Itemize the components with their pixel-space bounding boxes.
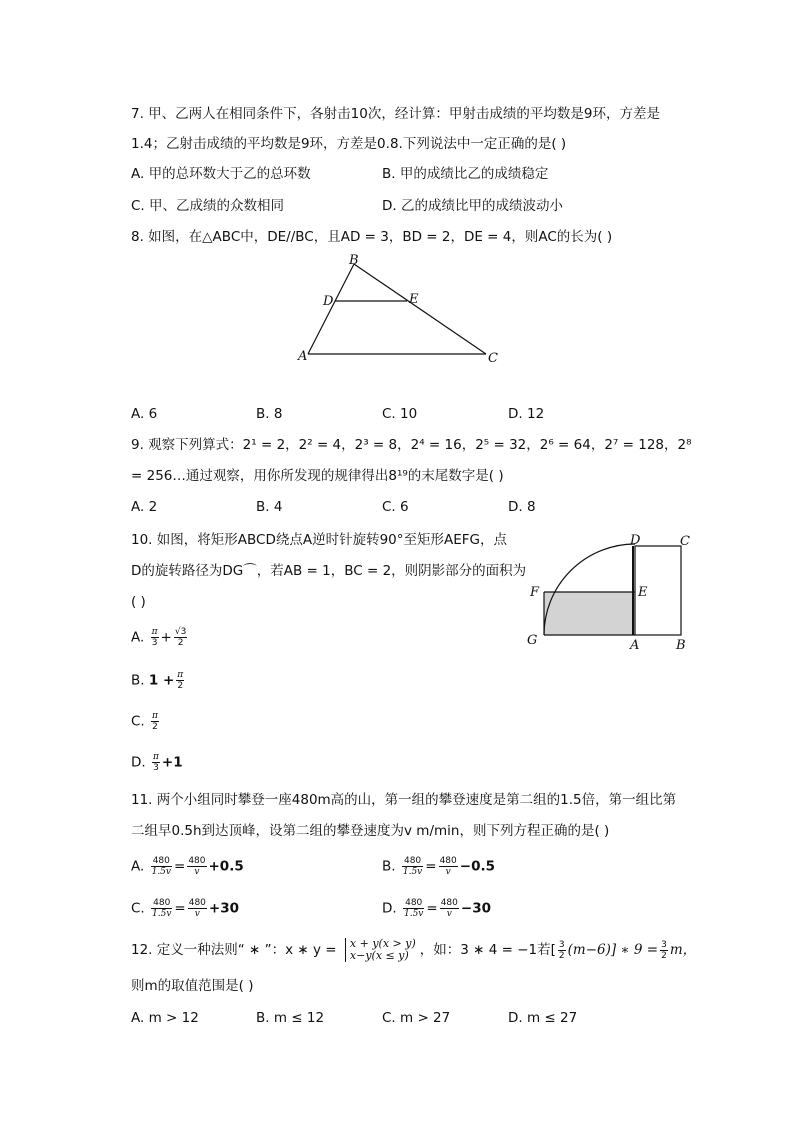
q11-option-c-tail: +30 bbox=[208, 900, 240, 917]
q12-piecewise: x + y(x > y) x−y(x ≤ y) bbox=[345, 938, 416, 962]
q9-option-a[interactable]: A. 2 bbox=[131, 499, 158, 515]
q7-option-d[interactable]: D. 乙的成绩比甲的成绩波动小 bbox=[382, 198, 563, 214]
q11-option-a-prefix: A. bbox=[131, 858, 145, 875]
q10-label-c: C bbox=[680, 534, 690, 549]
q8-label-e: E bbox=[409, 292, 419, 307]
q11-option-b-fraction-right: $\frac{480}{v}$ bbox=[439, 856, 457, 877]
q7-option-b[interactable]: B. 甲的成绩比乙的成绩稳定 bbox=[382, 166, 549, 182]
q10-label-b: B bbox=[676, 638, 686, 653]
q11-option-b-prefix: B. bbox=[382, 858, 396, 875]
q10-option-c[interactable] bbox=[131, 711, 161, 732]
q10-option-a-fraction1: $\frac{\pi}{3}$ bbox=[151, 627, 158, 648]
q9-stem-line1: 9. 观察下列算式：2¹ = 2，2² = 4，2³ = 8，2⁴ = 16，2⁵ = 32，2⁶ = 64，2⁷ = 128，2⁸ bbox=[131, 437, 692, 453]
q7-stem-line1: 7. 甲、乙两人在相同条件下，各射击10次，经计算：甲射击成绩的平均数是9环，方差是 bbox=[131, 106, 660, 122]
q8-option-a[interactable]: A. 6 bbox=[131, 406, 158, 422]
q10-option-d-tail: +1 bbox=[161, 754, 183, 771]
q11-option-d-fraction-right: $\frac{480}{v}$ bbox=[440, 898, 458, 919]
q10-option-b-prefix: B. bbox=[131, 672, 145, 689]
q10-option-a-fraction2: $\frac{√3}{2}$ bbox=[174, 627, 187, 648]
q11-option-a-fraction-left: $\frac{480}{1.5v}$ bbox=[151, 856, 171, 877]
q10-rectangle-figure bbox=[522, 532, 692, 657]
q12-stem-line1 bbox=[131, 938, 696, 962]
q11-option-b[interactable] bbox=[382, 856, 495, 877]
q12-option-a[interactable]: A. m > 12 bbox=[131, 1010, 199, 1026]
q12-mid: ，如：3 ∗ 4 = −1若[ bbox=[419, 942, 556, 958]
q11-option-c-eq: = bbox=[174, 900, 186, 917]
q11-option-d-eq: = bbox=[426, 900, 438, 917]
q8-option-b[interactable]: B. 8 bbox=[256, 406, 283, 422]
q12-fraction1: $\frac{3}{2}$ bbox=[558, 939, 565, 961]
q8-triangle-figure bbox=[290, 250, 510, 370]
q11-option-b-eq: = bbox=[425, 858, 437, 875]
q10-option-d-prefix: D. bbox=[131, 754, 146, 771]
q12-option-c[interactable]: C. m > 27 bbox=[382, 1010, 451, 1026]
q11-option-d-prefix: D. bbox=[382, 900, 397, 917]
q8-label-c: C bbox=[488, 351, 498, 366]
q9-option-c[interactable]: C. 6 bbox=[382, 499, 409, 515]
q10-option-c-fraction: $\frac{\pi}{2}$ bbox=[152, 711, 158, 732]
q8-stem: 8. 如图，在△ABC中，DE//BC，且AD = 3，BD = 2，DE = 4，则AC的长为( ) bbox=[131, 229, 613, 245]
q10-label-f: F bbox=[530, 585, 540, 600]
q11-option-d-fraction-left: $\frac{480}{1.5v}$ bbox=[403, 898, 424, 919]
q12-mid2: (m−6)] ∗ 9 = bbox=[567, 942, 659, 958]
q10-option-a-plus: + bbox=[160, 629, 172, 646]
q8-option-c[interactable]: C. 10 bbox=[382, 406, 418, 422]
q10-stem-line1: 10. 如图，将矩形ABCD绕点A逆时针旋转90°至矩形AEFG，点 bbox=[131, 532, 507, 548]
q11-option-a-tail: +0.5 bbox=[208, 858, 244, 875]
q11-stem-line2: 二组早0.5h到达顶峰，设第二组的攀登速度为v m/min，则下列方程正确的是( ) bbox=[131, 823, 610, 839]
q7-option-c[interactable]: C. 甲、乙成绩的众数相同 bbox=[131, 198, 285, 214]
q11-option-d-tail: −30 bbox=[460, 900, 491, 917]
q10-option-c-prefix: C. bbox=[131, 713, 145, 730]
q10-label-d: D bbox=[630, 533, 641, 548]
q11-stem-line1: 11. 两个小组同时攀登一座480m高的山，第一组的攀登速度是第二组的1.5倍，第一组比第 bbox=[131, 792, 677, 808]
q10-option-a[interactable] bbox=[131, 627, 189, 648]
q10-label-a: A bbox=[630, 638, 640, 653]
q12-fraction2: $\frac{3}{2}$ bbox=[661, 939, 667, 961]
q10-option-d-fraction: $\frac{\pi}{3}$ bbox=[152, 752, 159, 773]
q8-label-b: B bbox=[349, 253, 359, 268]
q9-option-b[interactable]: B. 4 bbox=[256, 499, 283, 515]
q12-option-b[interactable]: B. m ≤ 12 bbox=[256, 1010, 325, 1026]
q8-option-d[interactable]: D. 12 bbox=[508, 406, 545, 422]
q11-option-c-fraction-right: $\frac{480}{v}$ bbox=[188, 898, 206, 919]
q12-head: 12. 定义一种法则“ ∗ ”：x ∗ y = bbox=[131, 942, 337, 958]
q8-label-d: D bbox=[323, 294, 334, 309]
q11-option-d[interactable] bbox=[382, 898, 491, 919]
q11-option-b-tail: −0.5 bbox=[459, 858, 495, 875]
q10-option-b-text: 1 + bbox=[148, 672, 175, 689]
q8-label-a: A bbox=[298, 349, 308, 364]
q11-option-c-prefix: C. bbox=[131, 900, 145, 917]
q10-option-b[interactable] bbox=[131, 670, 186, 691]
q7-stem-line2: 1.4；乙射击成绩的平均数是9环，方差是0.8.下列说法中一定正确的是( ) bbox=[131, 136, 567, 152]
q10-label-e: E bbox=[638, 585, 648, 600]
q10-option-d[interactable] bbox=[131, 752, 183, 773]
q12-stem-line2: 则m的取值范围是( ) bbox=[131, 978, 254, 994]
q10-option-b-fraction: $\frac{\pi}{2}$ bbox=[177, 670, 184, 691]
q11-option-a-fraction-right: $\frac{480}{v}$ bbox=[188, 856, 206, 877]
q12-tail: m， bbox=[669, 942, 697, 958]
q10-stem-line2: D的旋转路径为DG⌒，若AB = 1，BC = 2，则阴影部分的面积为 bbox=[131, 563, 527, 579]
q11-option-b-fraction-left: $\frac{480}{1.5v}$ bbox=[402, 856, 423, 877]
q11-option-c[interactable] bbox=[131, 898, 239, 919]
q7-option-a[interactable]: A. 甲的总环数大于乙的总环数 bbox=[131, 166, 311, 182]
q11-option-a-eq: = bbox=[174, 858, 186, 875]
q11-option-a[interactable] bbox=[131, 856, 244, 877]
q10-option-a-prefix: A. bbox=[131, 629, 145, 646]
q12-option-d[interactable]: D. m ≤ 27 bbox=[508, 1010, 578, 1026]
q9-stem-line2: = 256…通过观察，用你所发现的规律得出8¹⁹的末尾数字是( ) bbox=[131, 468, 504, 484]
q9-option-d[interactable]: D. 8 bbox=[508, 499, 536, 515]
q10-label-g: G bbox=[527, 633, 538, 648]
q11-option-c-fraction-left: $\frac{480}{1.5v}$ bbox=[152, 898, 172, 919]
q10-stem-line3: ( ) bbox=[131, 594, 146, 610]
